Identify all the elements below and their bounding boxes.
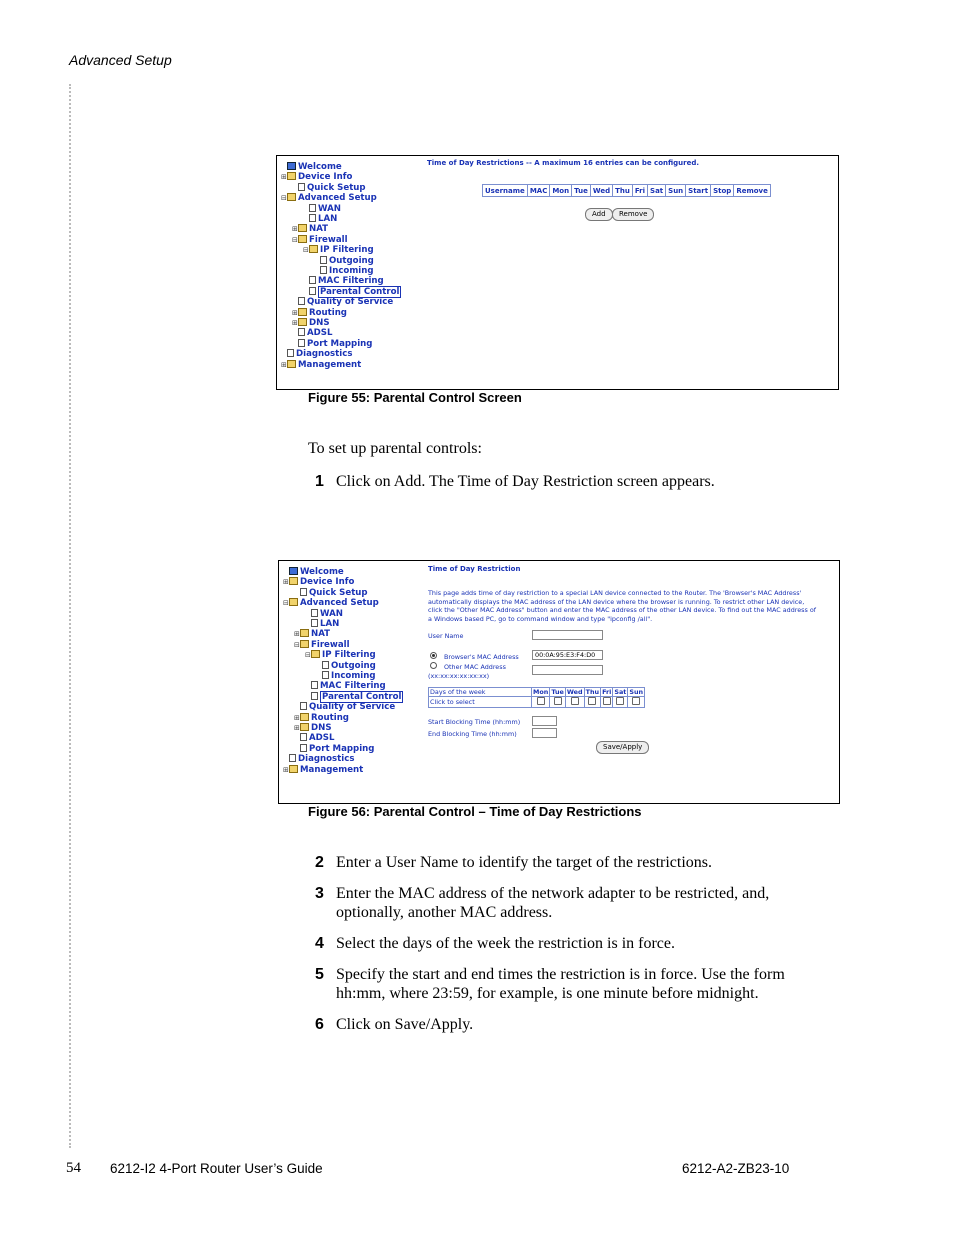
nav-item-label: DNS	[311, 723, 332, 733]
click-to-select-label: Click to select	[429, 697, 532, 708]
page-icon	[287, 349, 294, 357]
nav-item-nat[interactable]	[292, 224, 328, 234]
end-time-label: End Blocking Time (hh:mm)	[428, 730, 517, 738]
page-icon	[320, 256, 327, 264]
nav-item-label: Device Info	[298, 172, 353, 183]
nav-item-welcome[interactable]	[281, 162, 342, 172]
page-icon	[322, 671, 329, 679]
page-icon	[298, 339, 305, 347]
page-icon	[300, 702, 307, 710]
user-name-input[interactable]	[532, 630, 603, 640]
nav-item-label: LAN	[320, 619, 340, 629]
user-name-label: User Name	[428, 632, 464, 640]
day-header: Wed	[566, 688, 583, 696]
nav-item-incoming[interactable]	[316, 671, 375, 681]
margin-dotted-rule	[69, 84, 71, 1148]
day-cell	[584, 697, 600, 708]
expand-icon[interactable]: ⊞	[281, 173, 287, 182]
tod-title: Time of Day Restriction	[428, 565, 521, 573]
nav-item-label: IP Filtering	[322, 650, 376, 661]
step-text: Enter the MAC address of the network adapter to be restricted, and, optionally, another MAC address.	[336, 885, 770, 921]
day-checkbox[interactable]	[554, 697, 562, 705]
nav-item-label: WAN	[318, 203, 341, 214]
column-header: Sat	[648, 185, 666, 197]
folder-icon	[311, 650, 320, 658]
other-mac-input[interactable]	[532, 665, 603, 675]
folder-icon	[298, 318, 307, 326]
nav-item-incoming[interactable]	[314, 266, 373, 276]
monitor-icon	[287, 162, 296, 170]
day-cell	[532, 697, 550, 708]
nav-item-label: Welcome	[298, 162, 342, 172]
nav-item-dns[interactable]	[292, 318, 330, 328]
other-mac-label: Other MAC Address	[444, 663, 506, 671]
nav-item-mac-filtering[interactable]	[303, 276, 384, 286]
page-icon	[298, 328, 305, 336]
folder-icon	[300, 723, 309, 731]
page-icon	[300, 733, 307, 741]
nav-item-lan[interactable]	[305, 619, 339, 629]
day-checkbox[interactable]	[603, 697, 611, 705]
days-table	[428, 687, 645, 708]
nav-item-label: Outgoing	[329, 255, 374, 266]
page-icon	[309, 204, 316, 212]
start-time-input[interactable]	[532, 716, 557, 726]
nav-item-lan[interactable]	[303, 214, 337, 224]
nav-item-port-mapping[interactable]	[292, 339, 372, 349]
page-icon	[289, 754, 296, 762]
nav-item-firewall[interactable]	[292, 235, 348, 245]
folder-icon	[300, 629, 309, 637]
page-number: 54	[66, 1160, 81, 1176]
nav-item-label: Parental Control	[322, 691, 402, 702]
nav-item-label: Advanced Setup	[298, 193, 377, 204]
nav-item-port-mapping[interactable]	[294, 744, 374, 754]
folder-icon	[287, 360, 296, 368]
restrictions-title: Time of Day Restrictions -- A maximum 16 entries can be configured.	[427, 159, 700, 167]
folder-icon	[289, 765, 298, 773]
nav-item-device-info[interactable]	[281, 172, 352, 182]
nav-item-label: Management	[300, 764, 364, 775]
day-header: Thu	[585, 688, 600, 696]
nav-item-routing[interactable]	[294, 713, 349, 723]
day-cell	[550, 697, 566, 708]
collapse-icon[interactable]: ⊟	[292, 235, 298, 244]
nav-item-label: Quality of Service	[307, 297, 394, 308]
nav-item-nat[interactable]	[294, 629, 330, 639]
nav-item-outgoing[interactable]	[316, 661, 376, 671]
guide-title: 6212-I2 4-Port Router User’s Guide	[110, 1161, 323, 1176]
figure55-caption: Figure 55: Parental Control Screen	[308, 390, 522, 405]
day-header: Mon	[533, 688, 549, 696]
doc-number: 6212-A2-ZB23-10	[682, 1161, 790, 1176]
column-header: Tue	[572, 185, 591, 197]
column-header: MAC	[527, 185, 550, 197]
page-icon	[298, 297, 305, 305]
page-icon	[311, 619, 318, 627]
day-checkbox[interactable]	[632, 697, 640, 705]
nav-item-parental-control[interactable]	[303, 287, 401, 297]
page-icon	[300, 744, 307, 752]
nav-item-quality-of-service[interactable]	[292, 297, 393, 307]
folder-icon	[300, 713, 309, 721]
expand-icon[interactable]: ⊞	[294, 724, 300, 732]
nav-item-label: Diagnostics	[298, 754, 355, 765]
nav-item-label: Diagnostics	[296, 349, 353, 360]
collapse-icon[interactable]: ⊟	[305, 651, 311, 660]
folder-icon	[289, 598, 298, 606]
nav-item-label: Port Mapping	[309, 743, 375, 754]
expand-icon[interactable]: ⊞	[281, 360, 287, 369]
nav-item-label: Parental Control	[320, 286, 400, 297]
nav-item-management[interactable]	[281, 360, 361, 370]
restrictions-table	[482, 184, 771, 197]
nav-item-label: LAN	[318, 214, 338, 224]
folder-icon	[289, 577, 298, 585]
expand-icon[interactable]: ⊞	[292, 319, 298, 327]
nav-item-label: Routing	[311, 712, 349, 723]
figure56-screenshot	[278, 560, 840, 804]
browser-mac-radio[interactable]	[430, 652, 437, 659]
nav-item-label: Routing	[309, 307, 347, 318]
folder-icon	[298, 224, 307, 232]
intro-text: To set up parental controls:	[308, 440, 482, 457]
days-label: Days of the week	[429, 688, 532, 697]
nav-item-label: ADSL	[309, 733, 335, 744]
day-checkbox[interactable]	[588, 697, 596, 705]
column-header: Thu	[613, 185, 633, 197]
nav-item-adsl[interactable]	[294, 733, 334, 743]
step-text: Specify the start and end times the restriction is in force. Use the form hh:mm, where 23:59, for example, is one minute before midnight.	[336, 966, 785, 1002]
step-number: 6	[315, 1016, 324, 1033]
running-header: Advanced Setup	[69, 52, 172, 68]
nav-item-label: Advanced Setup	[300, 598, 379, 609]
day-cell	[565, 697, 584, 708]
nav-item-label: Firewall	[309, 234, 348, 245]
folder-icon	[298, 308, 307, 316]
remove-button[interactable]: Remove	[612, 208, 654, 221]
day-cell	[628, 697, 645, 708]
nav-item-wan[interactable]	[303, 204, 341, 214]
other-mac-format: (xx:xx:xx:xx:xx:xx)	[428, 672, 490, 680]
nav-item-device-info[interactable]	[283, 577, 354, 587]
column-header: Start	[686, 185, 711, 197]
expand-icon[interactable]: ⊞	[292, 308, 298, 317]
nav-item-label: Outgoing	[331, 660, 376, 671]
column-header: Stop	[711, 185, 734, 197]
day-header: Sun	[629, 688, 644, 696]
nav-item-label: MAC Filtering	[320, 681, 386, 692]
nav-item-label: Firewall	[311, 639, 350, 650]
browser-mac-label: Browser's MAC Address	[444, 653, 519, 661]
page-icon	[309, 214, 316, 222]
nav-item-label: ADSL	[307, 328, 333, 339]
nav-item-label: DNS	[309, 318, 330, 328]
nav-item-advanced-setup[interactable]	[281, 193, 377, 203]
add-button[interactable]: Add	[585, 208, 613, 221]
day-checkbox[interactable]	[571, 697, 579, 705]
collapse-icon[interactable]: ⊟	[294, 640, 300, 649]
figure55-screenshot	[276, 155, 839, 390]
start-time-label: Start Blocking Time (hh:mm)	[428, 718, 521, 726]
step-text: Select the days of the week the restriction is in force.	[336, 935, 675, 952]
nav-item-label: Incoming	[331, 671, 376, 681]
tod-description: This page adds time of day restriction to a special LAN device connected to the Router. The 'Browser's MAC Address' automatically displays the MAC address of the LAN device where the browser is running. To restrict other LAN device, click the "Other MAC Address" button and enter the MAC address of the other LAN device. To find out the MAC address of a Windows based PC, go to command window and type "ipconfig /all".	[428, 589, 817, 623]
column-header: Sun	[666, 185, 686, 197]
column-header: Remove	[734, 185, 771, 197]
nav-item-label: Device Info	[300, 577, 355, 588]
nav-item-firewall[interactable]	[294, 640, 350, 650]
folder-icon	[300, 640, 309, 648]
folder-icon	[298, 235, 307, 243]
figure56-caption: Figure 56: Parental Control – Time of Day Restrictions	[308, 804, 642, 819]
nav-item-label: NAT	[309, 224, 329, 235]
nav-item-management[interactable]	[283, 765, 363, 775]
day-checkbox[interactable]	[616, 697, 624, 705]
nav-item-label: Management	[298, 359, 362, 370]
monitor-icon	[289, 567, 298, 575]
folder-icon	[287, 193, 296, 201]
nav-item-wan[interactable]	[305, 609, 343, 619]
day-header: Sat	[614, 688, 627, 696]
page-icon	[309, 287, 316, 295]
day-header: Tue	[551, 688, 564, 696]
nav-item-label: Incoming	[329, 266, 374, 276]
nav-item-parental-control[interactable]	[305, 692, 403, 702]
nav-item-label: MAC Filtering	[318, 276, 384, 287]
nav-item-label: WAN	[320, 608, 343, 619]
day-cell	[601, 697, 613, 708]
step-number: 2	[315, 854, 324, 871]
nav-item-ip-filtering[interactable]	[305, 650, 376, 660]
day-checkbox[interactable]	[537, 697, 545, 705]
save-apply-button[interactable]: Save/Apply	[596, 741, 649, 754]
page-icon	[311, 681, 318, 689]
nav-item-label: Quality of Service	[309, 702, 396, 713]
nav-item-label: Port Mapping	[307, 338, 373, 349]
expand-icon[interactable]: ⊞	[283, 765, 289, 774]
nav-item-diagnostics[interactable]	[281, 349, 352, 359]
step-number: 3	[315, 885, 324, 902]
step-text: Click on Save/Apply.	[336, 1016, 474, 1033]
nav-item-routing[interactable]	[292, 308, 347, 318]
step-text: Click on Add. The Time of Day Restriction screen appears.	[336, 473, 715, 490]
nav-item-quick-setup[interactable]	[294, 588, 368, 598]
step-text: Enter a User Name to identify the target of the restrictions.	[336, 854, 713, 871]
nav-item-label: Welcome	[300, 567, 344, 577]
column-header: Username	[483, 185, 528, 197]
column-header: Wed	[590, 185, 612, 197]
column-header: Fri	[632, 185, 647, 197]
step-number: 4	[315, 935, 324, 952]
nav-item-ip-filtering[interactable]	[303, 245, 374, 255]
nav-item-mac-filtering[interactable]	[305, 681, 386, 691]
day-cell	[613, 697, 628, 708]
page-icon	[311, 692, 318, 700]
expand-icon[interactable]: ⊞	[292, 225, 298, 234]
nav-item-quality-of-service[interactable]	[294, 702, 395, 712]
nav-item-label: Quick Setup	[309, 587, 368, 598]
other-mac-radio[interactable]	[430, 662, 437, 669]
end-time-input[interactable]	[532, 728, 557, 738]
nav-item-label: IP Filtering	[320, 245, 374, 256]
nav-item-outgoing[interactable]	[314, 256, 374, 266]
expand-icon[interactable]: ⊞	[294, 713, 300, 722]
page-icon	[309, 276, 316, 284]
expand-icon[interactable]: ⊞	[294, 630, 300, 639]
folder-icon	[287, 172, 296, 180]
expand-icon[interactable]: ⊞	[283, 578, 289, 587]
folder-icon	[309, 245, 318, 253]
collapse-icon[interactable]: ⊟	[281, 194, 287, 203]
page-icon	[320, 266, 327, 274]
page-icon	[311, 609, 318, 617]
page-icon	[300, 588, 307, 596]
page-icon	[322, 661, 329, 669]
nav-item-label: Quick Setup	[307, 182, 366, 193]
nav-item-adsl[interactable]	[292, 328, 332, 338]
nav-item-label: NAT	[311, 629, 331, 640]
nav-item-advanced-setup[interactable]	[283, 598, 379, 608]
day-header: Fri	[602, 688, 612, 696]
nav-item-diagnostics[interactable]	[283, 754, 354, 764]
collapse-icon[interactable]: ⊟	[303, 246, 309, 255]
column-header: Mon	[550, 185, 572, 197]
collapse-icon[interactable]: ⊟	[283, 599, 289, 608]
nav-item-welcome[interactable]	[283, 567, 344, 577]
page-icon	[298, 183, 305, 191]
nav-item-dns[interactable]	[294, 723, 332, 733]
browser-mac-field[interactable]: 00:0A:95:E3:F4:D0	[532, 650, 603, 660]
step-number: 5	[315, 966, 324, 983]
nav-item-quick-setup[interactable]	[292, 183, 366, 193]
step-number: 1	[315, 473, 324, 490]
